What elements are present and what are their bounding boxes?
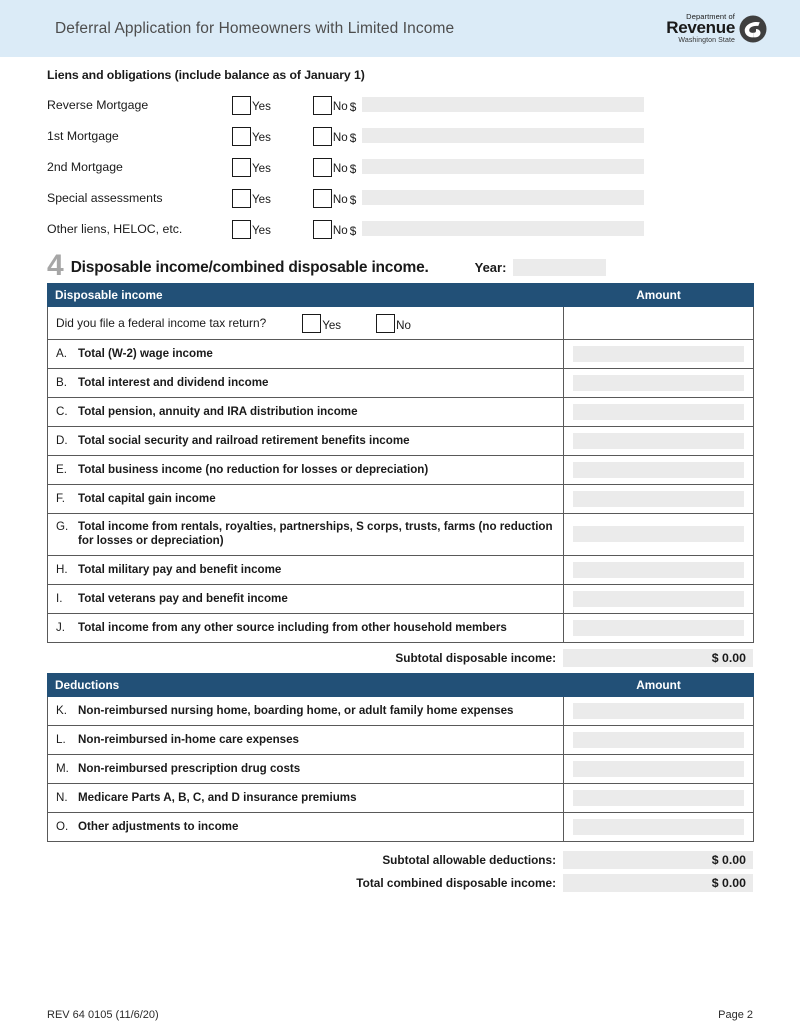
total-combined-income-value: $ 0.00 (563, 874, 753, 892)
table-row (48, 696, 754, 725)
checkbox-yes-label: Yes (252, 131, 271, 145)
checkbox-yes[interactable] (232, 220, 251, 239)
tax-return-no-group[interactable] (376, 313, 411, 333)
row-description-cell (48, 514, 564, 556)
subtotal-disposable-income-value: $ 0.00 (563, 649, 753, 667)
table-row (48, 613, 754, 642)
section-number: 4 (47, 249, 64, 282)
amount-input[interactable] (573, 462, 744, 478)
row-description-cell (48, 485, 564, 514)
table-header-row (48, 284, 754, 307)
row-description-cell (48, 427, 564, 456)
table-row-tax-return-question (48, 307, 754, 340)
row-description-cell (48, 340, 564, 369)
row-text: Non-reimbursed prescription drug costs (78, 761, 301, 775)
amount-input[interactable] (573, 375, 744, 391)
row-letter: A. (56, 346, 67, 360)
row-letter: E. (56, 462, 67, 476)
table-row (48, 369, 754, 398)
currency-symbol: $ (349, 192, 357, 207)
logo-state-label: Washington State (678, 37, 735, 45)
checkbox-yes[interactable] (232, 127, 251, 146)
row-letter: O. (56, 819, 69, 833)
column-header-deductions: Deductions (48, 673, 564, 696)
year-label: Year: (474, 260, 507, 275)
currency-symbol: $ (349, 130, 357, 145)
revenue-swoosh-icon (738, 14, 768, 44)
row-text: Total income from any other source including from other household members (78, 620, 507, 634)
amount-cell (564, 369, 754, 398)
amount-cell (564, 725, 754, 754)
amount-input[interactable] (573, 346, 744, 362)
row-letter: L. (56, 732, 66, 746)
amount-cell (564, 307, 754, 340)
amount-input[interactable] (573, 562, 744, 578)
checkbox-no[interactable] (313, 96, 332, 115)
amount-cell (564, 398, 754, 427)
year-field-group (475, 259, 607, 276)
table-row (48, 340, 754, 369)
column-header-amount: Amount (564, 673, 754, 696)
table-row (48, 514, 754, 556)
subtotal-deductions-row (47, 850, 753, 870)
row-letter: B. (56, 375, 67, 389)
row-description-cell (48, 754, 564, 783)
row-letter: C. (56, 404, 68, 418)
lien-label: 1st Mortgage (47, 128, 119, 143)
row-description-cell (48, 584, 564, 613)
amount-input[interactable] (573, 404, 744, 420)
logo-agency-label: Revenue (666, 18, 735, 38)
amount-cell (564, 456, 754, 485)
lien-yes-group[interactable] (232, 95, 271, 115)
lien-yes-group[interactable] (232, 188, 271, 208)
lien-row (47, 213, 753, 244)
lien-no-group[interactable] (313, 188, 356, 208)
row-description-cell (48, 696, 564, 725)
row-description-cell (48, 555, 564, 584)
row-description-cell (48, 613, 564, 642)
checkbox-yes-label: Yes (252, 100, 271, 114)
checkbox-yes[interactable] (232, 189, 251, 208)
table-row (48, 584, 754, 613)
amount-cell (564, 485, 754, 514)
checkbox-yes[interactable] (232, 158, 251, 177)
row-text: Total military pay and benefit income (78, 562, 282, 576)
page-number: Page 2 (718, 1009, 753, 1021)
row-description-cell (48, 456, 564, 485)
amount-input[interactable] (573, 761, 744, 777)
page-title: Deferral Application for Homeowners with Limited Income (55, 19, 455, 37)
lien-amount-input[interactable] (362, 221, 644, 236)
page-header-banner (0, 0, 800, 57)
row-text: Other adjustments to income (78, 819, 239, 833)
checkbox-yes-label: Yes (252, 224, 271, 238)
row-text: Non-reimbursed in-home care expenses (78, 732, 299, 746)
table-row (48, 427, 754, 456)
lien-amount-input[interactable] (362, 190, 644, 205)
amount-cell (564, 340, 754, 369)
table-row (48, 398, 754, 427)
row-description-cell (48, 812, 564, 841)
currency-symbol: $ (349, 99, 357, 114)
table-header-row (48, 673, 754, 696)
checkbox-yes[interactable] (232, 96, 251, 115)
lien-row (47, 182, 753, 213)
row-text: Total interest and dividend income (78, 375, 269, 389)
liens-rows (47, 89, 753, 244)
checkbox-yes[interactable] (302, 314, 321, 333)
amount-cell (564, 584, 754, 613)
tax-return-yes-group[interactable] (302, 313, 341, 333)
lien-amount-input[interactable] (362, 128, 644, 143)
table-row (48, 555, 754, 584)
amount-input[interactable] (573, 819, 744, 835)
row-letter: F. (56, 491, 66, 505)
agency-logo-text (666, 13, 735, 45)
section-title: Disposable income/combined disposable income. (70, 259, 429, 276)
checkbox-yes-label: Yes (252, 162, 271, 176)
lien-row (47, 89, 753, 120)
table-row (48, 812, 754, 841)
lien-row (47, 120, 753, 151)
amount-input[interactable] (573, 703, 744, 719)
year-input[interactable] (513, 259, 606, 276)
checkbox-no-label: No (332, 224, 348, 238)
lien-yes-group[interactable] (232, 126, 271, 146)
row-text: Medicare Parts A, B, C, and D insurance premiums (78, 790, 357, 804)
checkbox-yes-label: Yes (322, 318, 342, 332)
amount-cell (564, 514, 754, 556)
lien-row (47, 151, 753, 182)
row-letter: J. (56, 620, 66, 634)
form-revision-id: REV 64 0105 (11/6/20) (47, 1009, 159, 1021)
checkbox-no[interactable] (313, 158, 332, 177)
amount-cell (564, 696, 754, 725)
disposable-income-table (47, 283, 754, 643)
amount-cell (564, 812, 754, 841)
row-letter: N. (56, 790, 68, 804)
total-combined-income-label: Total combined disposable income: (356, 875, 556, 890)
row-description-cell (48, 398, 564, 427)
row-description-cell (48, 725, 564, 754)
table-row (48, 783, 754, 812)
liens-section-title: Liens and obligations (include balance as of January 1) (47, 68, 365, 82)
tax-return-question-text: Did you file a federal income tax return? (56, 316, 267, 330)
row-text: Total (W-2) wage income (78, 346, 213, 360)
row-text: Total income from rentals, royalties, partnerships, S corps, trusts, farms (no reduction for losses or depreciation) (78, 520, 553, 548)
table-row (48, 456, 754, 485)
lien-no-group[interactable] (313, 95, 356, 115)
checkbox-no-label: No (396, 318, 411, 332)
lien-no-group[interactable] (313, 157, 356, 177)
lien-amount-input[interactable] (362, 159, 644, 174)
lien-label: Special assessments (47, 190, 163, 205)
checkbox-no[interactable] (313, 127, 332, 146)
amount-input[interactable] (573, 790, 744, 806)
subtotal-disposable-income-row (47, 648, 753, 668)
row-letter: K. (56, 703, 67, 717)
table-row (48, 725, 754, 754)
checkbox-yes-label: Yes (252, 193, 271, 207)
lien-yes-group[interactable] (232, 219, 271, 239)
row-text: Total social security and railroad retirement benefits income (78, 433, 410, 447)
row-text: Total pension, annuity and IRA distribution income (78, 404, 358, 418)
deductions-table (47, 673, 754, 842)
amount-input[interactable] (573, 491, 744, 507)
row-text: Total capital gain income (78, 491, 216, 505)
lien-no-group[interactable] (313, 126, 356, 146)
row-text: Total business income (no reduction for losses or depreciation) (78, 462, 429, 476)
section-4-heading (47, 249, 753, 282)
currency-symbol: $ (349, 223, 357, 238)
checkbox-no[interactable] (376, 314, 395, 333)
row-text: Non-reimbursed nursing home, boarding home, or adult family home expenses (78, 703, 514, 717)
lien-yes-group[interactable] (232, 157, 271, 177)
column-header-description: Disposable income (48, 284, 564, 307)
row-letter: M. (56, 761, 69, 775)
column-header-amount: Amount (564, 284, 754, 307)
checkbox-no-label: No (332, 162, 348, 176)
logo-department-label: Department of (686, 11, 735, 21)
amount-input[interactable] (573, 433, 744, 449)
lien-label: 2nd Mortgage (47, 159, 123, 174)
checkbox-no-label: No (332, 131, 348, 145)
checkbox-no-label: No (332, 100, 348, 114)
lien-label: Reverse Mortgage (47, 97, 149, 112)
table-row (48, 754, 754, 783)
amount-cell (564, 783, 754, 812)
amount-input[interactable] (573, 591, 744, 607)
amount-input[interactable] (573, 732, 744, 748)
row-text: Total veterans pay and benefit income (78, 591, 288, 605)
checkbox-no-label: No (332, 193, 348, 207)
amount-cell (564, 427, 754, 456)
currency-symbol: $ (349, 161, 357, 176)
tax-return-question-cell (48, 307, 564, 340)
row-letter: H. (56, 562, 68, 576)
row-letter: I. (56, 591, 63, 605)
subtotal-deductions-label: Subtotal allowable deductions: (382, 852, 556, 867)
lien-no-group[interactable] (313, 219, 356, 239)
table-row (48, 485, 754, 514)
row-description-cell (48, 369, 564, 398)
row-letter: G. (56, 520, 69, 533)
agency-logo (666, 13, 790, 45)
amount-cell (564, 754, 754, 783)
total-combined-income-row (47, 873, 753, 893)
row-description-cell (48, 783, 564, 812)
amount-cell (564, 555, 754, 584)
row-letter: D. (56, 433, 68, 447)
lien-label: Other liens, HELOC, etc. (47, 221, 183, 236)
amount-input[interactable] (573, 620, 744, 636)
page-footer (47, 1009, 753, 1021)
amount-input[interactable] (573, 526, 744, 542)
subtotal-deductions-value: $ 0.00 (563, 851, 753, 869)
amount-cell (564, 613, 754, 642)
lien-amount-input[interactable] (362, 97, 644, 112)
checkbox-no[interactable] (313, 220, 332, 239)
subtotal-disposable-income-label: Subtotal disposable income: (395, 650, 556, 665)
checkbox-no[interactable] (313, 189, 332, 208)
